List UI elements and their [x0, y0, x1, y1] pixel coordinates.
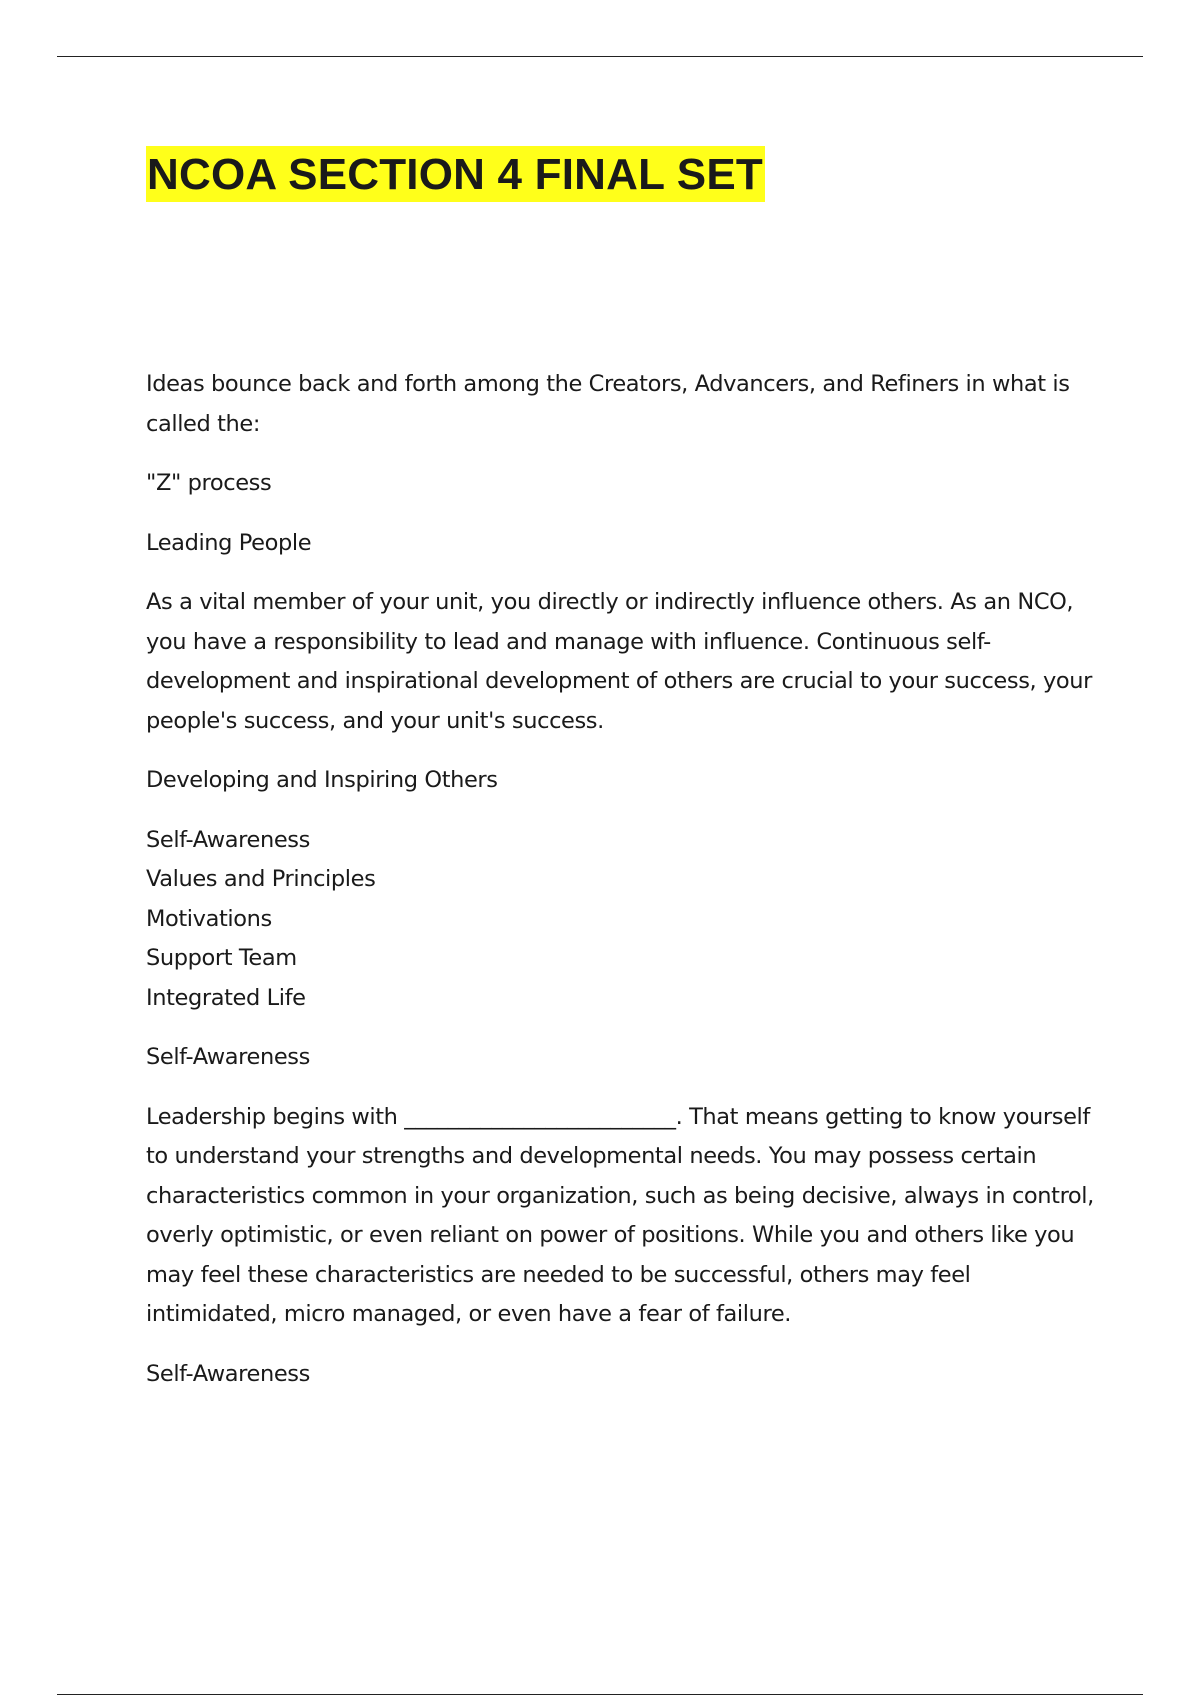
list-item: Support Team — [146, 945, 297, 971]
header-rule — [57, 56, 1143, 57]
list-item: Self-Awareness — [146, 826, 310, 853]
answer-paragraph: Self-Awareness — [146, 1360, 310, 1387]
question-paragraph: Developing and Inspiring Others — [146, 767, 498, 793]
document-body — [146, 365, 1106, 1414]
list-item: Integrated Life — [146, 984, 306, 1011]
question-paragraph: Leading People — [146, 529, 312, 556]
answer-paragraph: As a vital member of your unit, you directly or indirectly influence others. As an NCO, you have a responsibility to lead and manage with influence. Continuous self-development and inspirational development of others are crucial to your success, your people's success, and your unit's success. — [146, 589, 1093, 734]
question-paragraph: Ideas bounce back and forth among the Creators, Advancers, and Refiners in what is called the: — [146, 371, 1070, 437]
footer-rule — [57, 1694, 1143, 1695]
answer-paragraph: "Z" process — [146, 470, 272, 496]
list-item: Values and Principles — [146, 866, 376, 892]
document-title: NCOA SECTION 4 FINAL SET — [146, 146, 765, 202]
fill-in-blank: _________________________ — [404, 1103, 676, 1130]
question-text-suffix: . That means getting to know yourself to understand your strengths and developmental needs. You may possess certain characteristics common in your organization, such as being decisive, always in control, overly optimistic, or even reliant on power of positions. While you and others like you may feel these characteristics are needed to be successful, others may feel intimidated, micro managed, or even have a fear of failure. — [146, 1103, 1094, 1327]
question-paragraph — [146, 1098, 1106, 1335]
question-paragraph: Self-Awareness — [146, 1044, 310, 1070]
list-item: Motivations — [146, 905, 272, 932]
question-text-prefix: Leadership begins with — [146, 1103, 405, 1130]
answer-list — [146, 821, 1106, 1019]
